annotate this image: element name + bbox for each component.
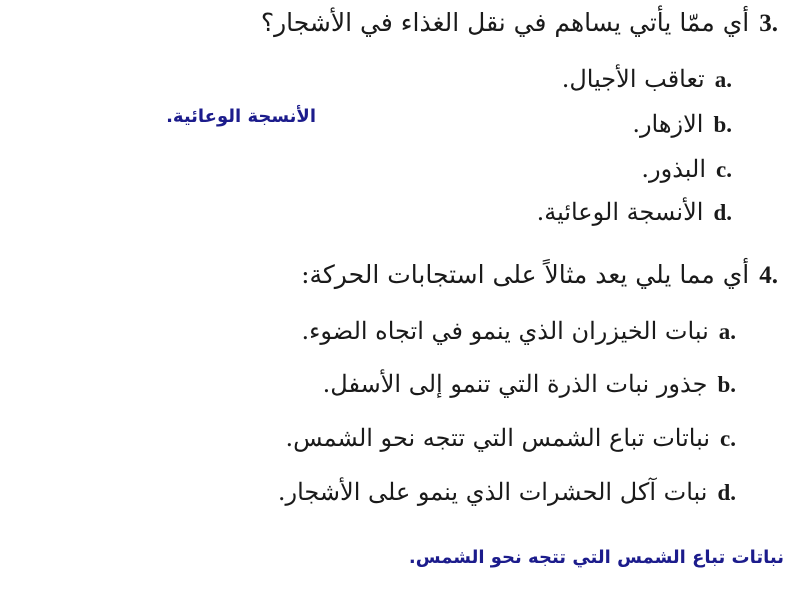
option-4a <box>301 319 736 343</box>
option-3a <box>562 67 732 91</box>
option-text: الأنسجة الوعائية. <box>536 198 704 226</box>
option-text: البذور. <box>641 155 707 183</box>
answer-4: نباتات تباع الشمس التي تتجه نحو الشمس. <box>408 547 784 568</box>
question-4 <box>301 262 778 288</box>
option-letter: c. <box>716 157 732 182</box>
option-text: نباتات تباع الشمس التي تتجه نحو الشمس. <box>285 424 711 452</box>
question-text: أي مما يلي يعد مثالاً على استجابات الحركة: <box>301 260 750 289</box>
option-letter: b. <box>717 372 736 397</box>
option-4d <box>278 480 736 504</box>
question-text: أي ممّا يأتي يساهم في نقل الغذاء في الأشجار؟ <box>260 8 750 37</box>
option-3c <box>641 157 732 181</box>
answer-3: الأنسجة الوعائية. <box>166 106 316 127</box>
question-3 <box>261 10 778 36</box>
option-3d <box>537 200 732 224</box>
option-text: نبات الخيزران الذي ينمو في اتجاه الضوء. <box>301 317 709 345</box>
option-text: الازهار. <box>632 110 704 138</box>
option-letter: d. <box>717 480 736 505</box>
question-number: 3. <box>759 10 778 37</box>
option-4b <box>323 372 736 396</box>
option-text: جذور نبات الذرة التي تنمو إلى الأسفل. <box>322 370 708 398</box>
option-letter: b. <box>713 112 732 137</box>
option-3b <box>632 112 732 136</box>
option-text: تعاقب الأجيال. <box>561 65 705 93</box>
option-letter: a. <box>714 67 732 92</box>
option-4c <box>285 426 736 450</box>
option-letter: c. <box>720 426 736 451</box>
option-letter: a. <box>718 319 736 344</box>
option-letter: d. <box>713 200 732 225</box>
question-number: 4. <box>759 262 778 289</box>
option-text: نبات آكل الحشرات الذي ينمو على الأشجار. <box>277 478 708 506</box>
